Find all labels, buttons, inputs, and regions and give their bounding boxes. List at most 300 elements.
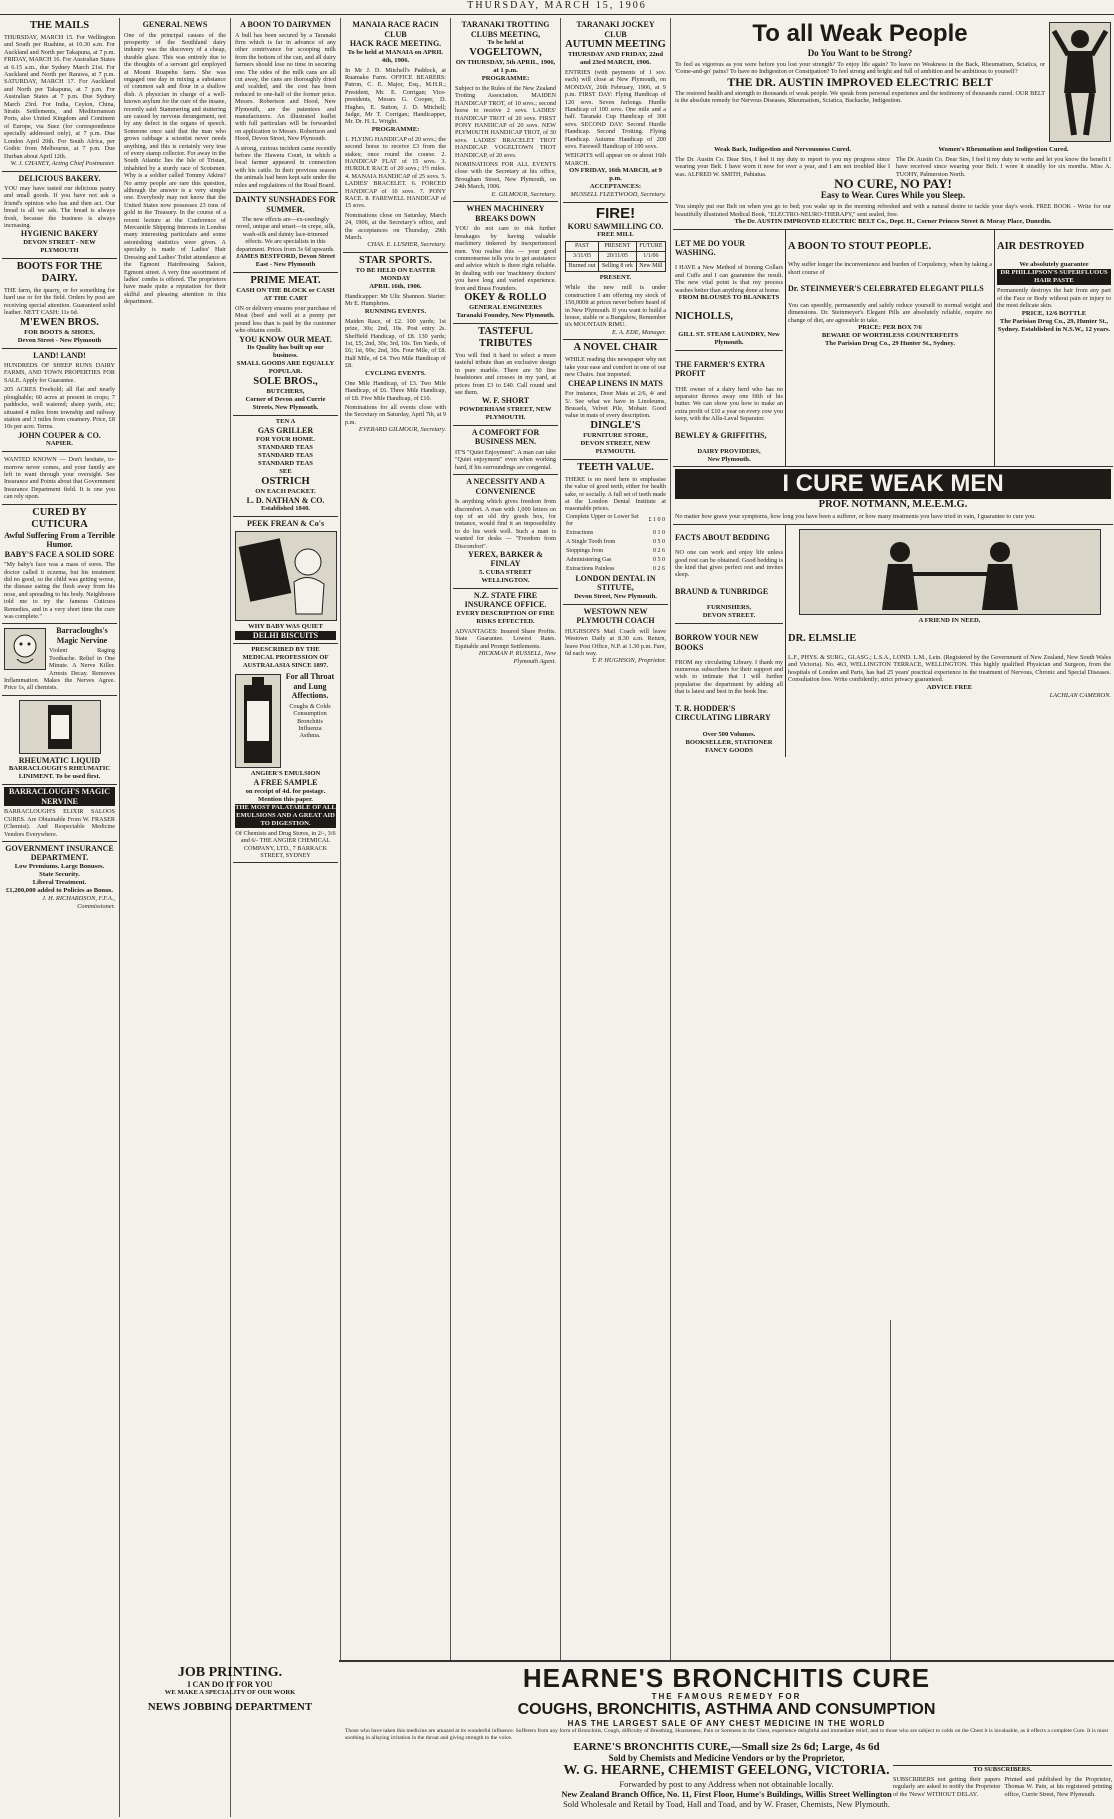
column-2 — [122, 18, 228, 1678]
sole-title: SOLE BROS., — [253, 376, 318, 388]
job-title: JOB PRINTING. — [177, 1665, 283, 1680]
table-row — [565, 556, 666, 565]
table-row — [566, 242, 666, 252]
hearne-line-3: COUGHS, BRONCHITIS, ASTHMA AND CONSUMPTION — [517, 1701, 936, 1718]
cuticura-body: "My baby's face was a mass of sores. The doctor called it eczema, but his treatment did no good, so the child was getting worse, the disease eating the flesh away from his nose, and spreading to his body. Neighbours told me to try the famous Cuticura Remedies, and in a very short time the cure was complete." — [4, 561, 115, 620]
table-cell: New Mill — [636, 262, 665, 272]
washing-farmer-column — [673, 230, 786, 466]
hearne-line-6: Sold by Chemists and Medicine Vendors or by the Proprietor, — [608, 1753, 845, 1764]
subs-body: SUBSCRIBERS not getting their papers regularly are asked to notify the Proprietor of the 'News' WITHOUT DELAY. — [893, 1776, 1001, 1798]
peek-caption: WHY BABY WAS QUIET — [248, 622, 323, 630]
magic-nervine-ad — [2, 785, 117, 842]
subs-foot: Printed and published by the Proprietor, Thomas W. Pain, at his registered printing office, Currie Street, New Plymouth. — [1004, 1776, 1112, 1798]
masthead: THURSDAY, MARCH 15, 1906 — [0, 0, 1114, 15]
angiers-emulsion-ad — [233, 644, 338, 863]
table-cell: PAST — [566, 242, 599, 252]
dingle-title: DINGLE'S — [590, 419, 641, 431]
hearne-fine-print: Those who have taken this medicine are amazed at its wonderful influence. Sufferers from any form of Bronchitis, Cough, difficulty of Breathing, Hoarseness, Pain or Soreness in the Chest, experience delightful and immediate relief, and to those who are subject to colds on the Chest it is invaluable, as it effects a complete Cure. It is most soothing in allaying irritation in the throat and giving strength to the voice. — [345, 1728, 1108, 1741]
mails-body: THURSDAY, MARCH 15. For Wellington and South per Ruahine, at 10.30 a.m. For Auckland and North per Takapuna, at 7 p.m. FRIDAY, MARCH 16. For Australian States at 6.15 a.m., due Sydney March 21st. For Auckland and North per Rarawa, at 7 p.m. SATURDAY, MARCH 17. For Auckland and North per Takapuna, at 7 p.m. For Australian States at 7 p.m. Due Sydney March 23rd. For India, Ceylon, China, Straits Settlements, and Mediterranean Ports, also United Kingdom and Continent of Europe, via Suez (for correspondence specially addressed only), at 7 p.m. Due London April 20th. For South Africa, per Gothic from Melbourne, at 7 p.m. Due Durban about April 12th. — [4, 34, 115, 160]
land-205-acres: 205 ACRES Freehold; all flat and nearly ploughable; 60 acres at present in crops; 7 paddocks, well watered; sheep yards, etc; situated 4 miles from township and railway station and 3 miles from creamery. Price, £8 10s per acre. Terms. — [4, 386, 115, 431]
wash-address: GILL ST. STEAM LAUNDRY, New Plymouth. — [678, 331, 780, 347]
hearne-line-5: EARNE'S BRONCHITIS CURE,—Small size 2s 6d; Large, 4s 6d — [573, 1741, 880, 1754]
machinery-ad — [453, 202, 558, 324]
nz-title: N.Z. STATE FIRE INSURANCE OFFICE. — [464, 590, 547, 610]
boots-ad — [2, 259, 117, 349]
sole-sub: BUTCHERS, — [266, 388, 305, 396]
fire-body: While the new mill is under construction I am offering my stock of 150,000ft at prices never before heard of in New Plymouth. If you want to build a house, stable or a Bungalow, Remember it's MOUNTAIN RIMU. — [565, 284, 666, 329]
bedding-books-column — [673, 525, 786, 757]
mats-title: CHEAP LINENS IN MATS — [568, 378, 663, 388]
necessity-ad — [453, 475, 558, 589]
angier-item: Asthma. — [299, 732, 321, 740]
bakery-title: DELICIOUS BAKERY. — [18, 173, 101, 183]
testimonial-right: The Dr. Austin Co. Dear Sirs, I feel it my duty to write and let you know the benefit I have received since wearing your Belt. I wore it steadily for six months. Miss A. TUOHY, Palmerston North. — [896, 156, 1111, 178]
standard-teas-2: STANDARD TEAS — [258, 451, 313, 459]
angier-foot-2: Of Chemists and Drug Stores, in 2/-, 3/6 and 6/- THE ANGIER CHEMICAL COMPANY, LTD., 7 BARRACK STREET, SYDNEY — [235, 829, 336, 859]
ostrich-signature: L. D. NATHAN & CO. — [246, 495, 325, 505]
fire-sawmill-ad — [563, 203, 668, 341]
manaia-title: MANAIA RACE RACIN CLUB — [352, 20, 439, 39]
table-cell: Administering Gas — [566, 556, 612, 563]
peek-frean-ad — [233, 517, 338, 644]
mails-notice — [2, 18, 117, 172]
govt-line-1: Low Premiums. Large Bonuses. — [14, 862, 105, 870]
wash-body: I HAVE a New Method of Ironing Collars and Cuffs and I can guarantee the result. The new vital point is that my process washes better than anything done at home. — [675, 264, 783, 294]
barr-title: Barracloughs's Magic Nervine — [56, 626, 108, 645]
cuticura-ad — [2, 505, 117, 625]
trib-signature: W. F. SHORT — [481, 396, 530, 406]
delhi-biscuits: DELHI BISCUITS — [235, 631, 336, 641]
govt-signature: J. H. RICHARDSON, F.F.A., Commissioner. — [42, 894, 115, 910]
friend-in-need-illustration — [799, 529, 1101, 615]
lower-ad-row — [673, 525, 1113, 757]
sunshades-body: The new effects are—ex-ceedingly novel, unique and smart—in crepe, silk, wash-silk and dainty lace-trimmed effects. We are specialists in this department. Prices from 3s 6d upwards. — [236, 216, 335, 253]
borrow-title: BORROW YOUR NEW BOOKS — [675, 633, 759, 652]
trot-programme: PROGRAMME: — [481, 75, 530, 82]
hearne-line-7: W. G. HEARNE, CHEMIST GEELONG, VICTORIA. — [563, 1763, 890, 1779]
dairy-title: A BOON TO DAIRYMEN — [240, 20, 331, 29]
gas-line-1: TEN A — [275, 418, 296, 426]
air-body: Permanently destroys the hair from any part of the Face or Body without pain or injury to the most delicate skin. — [997, 287, 1111, 310]
wanted-body: WANTED KNOWN — Don't hesitate, to-morrow never comes, and your family are left in want through your oversight. See Insurance and Points about that Government Insurance Department field. It is one you can rely upon. — [4, 456, 115, 501]
general-news — [122, 18, 228, 309]
dairymen-ad — [233, 18, 338, 193]
mails-signature: W. J. CHANEY, Acting Chief Postmaster. — [10, 159, 115, 167]
wash-head: FROM BLOUSES TO BLANKETS — [678, 293, 780, 301]
fire-sub: KORU SAWMILLING CO. — [567, 221, 664, 231]
star-close: Nominations for all events close with the Secretary on Saturday, April 7th, at 9 p.m. — [345, 403, 446, 426]
column-3 — [233, 18, 338, 1817]
cuticura-head2: BABY'S FACE A SOLID SORE — [4, 549, 115, 559]
teeth-title: TEETH VALUE. — [577, 461, 654, 473]
easy-to-wear: Easy to Wear. Cures While you Sleep. — [820, 190, 966, 201]
sunshades-signature: JAMES BESTFORD, Devon Street East - New Plymouth — [235, 253, 336, 269]
hearne-line-9: New Zealand Branch Office, No. 11, First Floor, Hume's Buildings, Willis Street Wellington — [561, 1789, 892, 1800]
hearne-line-4: HAS THE LARGEST SALE OF ANY CHEST MEDICINE IN THE WORLD — [567, 1719, 886, 1728]
stout-address: The Parisian Drug Co., 29 Hunter St., Sydney. — [825, 339, 955, 347]
cuticura-title: CURED BY CUTICURA — [31, 506, 88, 530]
air-price: PRICE, 12/6 BOTTLE — [1021, 309, 1087, 317]
chair-title: A NOVEL CHAIR — [573, 342, 658, 354]
table-cell: PRESENT — [599, 242, 637, 252]
table-row — [565, 565, 666, 574]
tributes-ad — [453, 324, 558, 426]
trot-body: Subject to the Rules of the New Zealand Trotting Association. MAIDEN HANDICAP TROT, of 10 sovs.; second horse to receive 2 sovs. LADIES' HANDICAP TROT of 20 sovs. FIRST PONY HANDICAP of 20 sovs. NEW PLYMOUTH HANDICAP TROT, of 30 sovs. LADIES' BRACELET TROT HANDICAP. VOGELTOWN TROT HANDICAP, of 20 sovs. — [455, 85, 556, 159]
rheumatic-liquid-ad — [2, 696, 117, 786]
air-address: The Parisian Drug Co., 29, Hunter St., Sydney. Established in N.S.W., 12 years. — [997, 317, 1111, 333]
table-cell: Extractions — [566, 529, 594, 536]
cure-title: I CURE WEAK MEN — [675, 469, 1111, 499]
table-cell: 20/11/05 — [599, 252, 637, 262]
stout-price: PRICE: PER BOX 7/6 — [858, 323, 922, 331]
jockey-title: TARANAKI JOCKEY CLUB — [576, 20, 655, 39]
table-cell: 0 5 0 — [653, 556, 665, 563]
jockey-signature: MUSSELL FLEETWOOD, Secretary. — [570, 191, 666, 199]
facts-body: NO one can work and enjoy life unless good rest can be obtained. Good bedding is the kind that gives perfect rest and invites sleep. — [675, 549, 783, 579]
bewley-address: New Plymouth. — [707, 456, 751, 464]
govt-line-4: £1,200,000 added to Policies as Bonus. — [6, 886, 113, 894]
govt-line-3: Liberal Treatment. — [32, 878, 87, 886]
hearne-line-8: Forwarded by post to any Address when not obtainable locally. — [619, 1779, 834, 1790]
star-title: STAR SPORTS. — [359, 255, 432, 267]
ostrich-see: SEE — [279, 467, 292, 475]
standard-teas-1: STANDARD TEAS — [258, 443, 313, 451]
air-title: AIR DESTROYED — [997, 240, 1085, 252]
table-cell: 3/11/05 — [566, 252, 599, 262]
trot-place: VOGELTOWN, — [469, 47, 542, 58]
column-rule — [230, 18, 231, 1817]
teeth-table — [565, 513, 666, 574]
gas-line-3: FOR YOUR HOME. — [256, 435, 315, 443]
stout-body-2: You can speedily, permanently and safely reduce yourself to normal weight and dimensions. Dr. Steinmeyer's Elegant Pills are absolutely reliable, require no change of diet, are agreeable to take. — [788, 301, 992, 324]
okey-sub: GENERAL ENGINEERS — [469, 303, 542, 311]
manaia-signature: CHAS. E. LUSHER, Secretary. — [367, 241, 446, 249]
table-row — [565, 547, 666, 556]
elmslie-title: DR. ELMSLIE — [788, 633, 857, 645]
bewley-title: BEWLEY & GRIFFITHS, — [675, 430, 767, 440]
stout-title: A BOON TO STOUT PEOPLE. — [788, 240, 932, 252]
gas-title: GAS GRILLER — [257, 426, 314, 436]
rheum-sub: BARRACLOUGH'S RHEUMATIC LINIMENT. To be used first. — [8, 765, 111, 781]
standard-teas-3: STANDARD TEAS — [258, 459, 313, 467]
hodder-title: T. R. HODDER'S CIRCULATING LIBRARY — [675, 703, 771, 723]
news-title: GENERAL NEWS — [142, 20, 208, 29]
mewen-address: Devon Street - New Plymouth — [17, 336, 102, 344]
wash-signature: NICHOLLS, — [675, 310, 734, 322]
land-signature: JOHN COUPER & CO. — [18, 430, 101, 440]
weak-intro: To feel as vigorous as you were before you lost your strength? To enjoy life again? To leave no Weakness in the Back, Rheumatism, Sciatica, or 'Come-and-go' pains? To have no Indigestion or Constipation? To feel strong and bright and full of ambition and be ambitious to yourself? — [675, 61, 1045, 76]
hodder-signature: BOOKSELLER, STATIONER FANCY GOODS — [685, 738, 773, 754]
column-7 — [673, 18, 1113, 1660]
subscribers-notice — [893, 1765, 1112, 1816]
coach-title: WESTOWN NEW PLYMOUTH COACH — [576, 606, 655, 626]
wash-title: LET ME DO YOUR WASHING. — [675, 238, 746, 258]
star-sub: TO BE HELD ON EASTER MONDAY — [355, 267, 436, 283]
farmer-body: THE owner of a dairy herd who has no separator throws away one fifth of his butter. We can show you how to make an extra profit of £10 a year on every cow you keep, with the Alfa-Laval Separator. — [675, 385, 783, 423]
manaia-races: 1. FLYING HANDICAP of 20 sovs.; the second horse to receive £3 from the stakes; once round the course. 2. HANDICAP FLAT of 15 sovs. 3. HURDLE RACE of 20 sovs.; 1½ miles. 4. MANAIA HANDICAP of 25 sovs. 5. LADIES' BRACELET. 6. FORCED HANDICAP of 10 sovs. 7. PONY RACE. 8. FAREWELL HANDICAP of 15 sovs. — [345, 135, 446, 210]
testimonial-left: The Dr. Austin Co. Dear Sirs, I feel it my duty to report to you my progress since wearing your Belt. I have worn it now for over a year, and I am not troubled like I was. ALFRED W. SMITH, Pahiatua. — [675, 156, 890, 178]
table-cell: 0 5 0 — [653, 538, 665, 545]
star-date: APRIL 16th, 1906. — [369, 283, 422, 291]
electric-belt-ad — [673, 18, 1113, 230]
nz-signature: HICKMAN P. RUSSELL, New Plymouth Agent. — [478, 650, 556, 665]
angier-item: Influenza — [298, 724, 322, 732]
peek-title: PEEK FREAN & Co's — [246, 519, 325, 529]
manaia-close: Nominations close on Saturday, March 24, 1906, at the Secretary's office, and the acceptances on Thursday, 29th March. — [345, 211, 446, 242]
table-row — [565, 513, 666, 529]
column-rule — [450, 18, 451, 1660]
friend-caption: A FRIEND IN NEED, — [918, 616, 981, 624]
angier-mention: Mention this paper. — [258, 795, 313, 803]
fire-signature: E. A. EDE, Manager. — [611, 328, 666, 336]
bakery-name: HYGIENIC BAKERY — [20, 229, 99, 239]
barr-body: Violent Raging Toothache. Relief in One Minute. A Nerve Killer. Arrests Decay. Removes Inflammation. Makes the Nerves Agree. Price 1s, all chemists. — [4, 647, 115, 692]
women-head: Women's Rheumatism and Indigestion Cured. — [938, 146, 1069, 153]
strongman-illustration — [1049, 22, 1111, 142]
angier-foot: THE MOST PALATABLE OF ALL EMULSIONS AND A GREAT AID TO DIGESTION. — [235, 803, 336, 827]
boots-body: THE farm, the quarry, or for something for hard use or for the field. Orders by post are receiving special attention. Guaranteed solid leather. NETT CASH: 11s 6d. — [4, 286, 115, 317]
bakery-address: DEVON STREET - NEW PLYMOUTH — [23, 238, 96, 254]
meat-line-2: SMALL GOODS ARE EQUALLY POPULAR. — [236, 360, 335, 376]
table-cell: Extractions Painless — [566, 565, 615, 572]
london-address: Devon Street, New Plymouth. — [574, 592, 657, 600]
job-sub: I CAN DO IT FOR YOU — [187, 1680, 273, 1689]
job-printing-ad — [122, 1665, 338, 1815]
fire-sub-2: FREE MILL — [597, 231, 634, 239]
belt-body: The restored health and strength to thousands of weak people. We speak from personal experience and the testimony of thousands cured. OUR BELT is the absolute remedy for Nervous Diseases, Rheumatism, Sciatica, Backache, Indigestion. — [675, 89, 1045, 105]
manaia-programme: PROGRAMME: — [371, 125, 420, 133]
table-cell: 0 2 6 — [653, 547, 665, 554]
belt-title: THE DR. AUSTIN IMPROVED ELECTRIC BELT — [727, 74, 993, 89]
trib-body: You will find it hard to select a more tasteful tribute than an exclusive design in pure marble. There are 50 fine headstones and crosses in my yard, at prices from £3 to £40. Call round and see them. — [455, 351, 556, 396]
weak-back-head: Weak Back, Indigestion and Nervousness Cured. — [713, 146, 852, 153]
braund-address: DEVON STREET. — [702, 612, 756, 620]
star-cycling: CYCLING EVENTS. — [365, 369, 426, 377]
meat-sub: CASH ON THE BLOCK or CASH AT THE CART — [236, 287, 335, 303]
cure-body: No matter how grave your symptoms, how long you have been a sufferer, or how many treatments you have tried in vain, I guarantee to cure you. — [675, 513, 1036, 521]
novel-chair-ad — [563, 340, 668, 459]
nz-body: EVERY DESCRIPTION OF FIRE RISKS EFFECTED. — [456, 609, 555, 625]
column-rule — [670, 18, 671, 1660]
farmer-title: THE FARMER'S EXTRA PROFIT — [675, 359, 765, 379]
news-body: One of the principal causes of the prosperity of the Southland dairy industry was the discovery of a cheap, durable glaze. This was entirely due to the thoughts of a servant girl employed at Mount Ruapehu farm. She was engaged one day in mixing a substance of common salt and flour in a shallow dish. A physician in charge of a well-known asylum for the cure of the insane, recently said: Stammering and stuttering are caused by nervous derangement, not by any defect in the organs of speech. Someone once said that the man who grows cabbage a scientist never needs anything, and this is certainly very true of every stamp collector. For away in the South Atlantic lies the Isle of Tristan, inhabited by a sturdy race of Scotsmen. Why is a soldier called Tommy Atkins? No army people are rare this question, although the answer is a very simple one. Everybody may not know that the United States now possesses 23 tons of gold in the Treasury. In the course of a recent lecture at the Conference of Mercantile Shipping Interests in London many interesting particulars and some astonishing statistics were given. A specialty is made of Ladies' Hair Dressing and Ladies' Toilet attendance at the Egmont Hairdressing Saloon, Egmont street. A very fine assortment of ladies' combs is offered. The proprietors have made quite a reputation for their skilful and pleasing attention in this department. — [124, 31, 226, 306]
angier-brand: ANGIER'S EMULSION — [250, 770, 321, 778]
star-running: RUNNING EVENTS. — [364, 307, 427, 315]
table-cell: A Single Tooth from — [566, 538, 616, 545]
star-body: Maiden Race, of £2. 100 yards; 1st prize, 30s; 2nd, 10s. Post entry 2s. Sheffield Handicap, of £8. 130 yards; 1st, £5; 2nd, 30s; 3rd, 10s. Ten Yards, of £6; 1st, 90s; 2nd, 30s. Four Mile, of £8. Half Mile, of £4. Two Mile Handicap of £8. — [345, 317, 446, 370]
easy-body: You simply put our Belt on when you go to bed; you wake up in the morning refreshed and with a natural desire to tackle your day's work. FREE BOOK - Write for our beautifully illustrated Medical Book, "ELECTRO-NEURO-THERAPY," sent sealed, free. — [675, 203, 1111, 218]
jockey-club-ad — [563, 18, 668, 203]
baby-biscuit-illustration — [235, 531, 337, 621]
stout-beware: BEWARE OF WORTHLESS COUNTERFEITS — [821, 331, 959, 339]
hair-destroyed-ad — [995, 230, 1113, 466]
sunshades-title: DAINTY SUNSHADES FOR SUMMER. — [235, 195, 336, 214]
jockey-accept: ON FRIDAY, 16th MARCH, at 9 p.m. — [569, 167, 662, 183]
table-cell: Complete Upper or Lower Set for — [566, 513, 639, 527]
angier-item: Bronchitis — [297, 717, 323, 725]
mewen-title: M'EWEN BROS. — [20, 316, 99, 328]
angier-free: A FREE SAMPLE — [253, 778, 318, 788]
sole-address: Corner of Devon and Currie Streets, New Plymouth. — [245, 396, 326, 412]
fire-table — [565, 241, 666, 272]
no-cure-no-pay: NO CURE, NO PAY! — [834, 176, 952, 192]
barracloughs-nervine-ad — [2, 624, 117, 695]
meat-title: PRIME MEAT. — [250, 275, 321, 287]
jockey-acceptances: ACCEPTANCES: — [589, 183, 642, 191]
meat-head: YOU KNOW OUR MEAT. — [239, 334, 332, 344]
angier-item: Consumption — [293, 710, 327, 718]
cure-prof: PROF. NOTMANN, M.E.E.M.G. — [818, 499, 968, 511]
wanted-known-notice — [2, 452, 117, 504]
neces-body: Is anything which gives freedom from discomfort. A man with 1,000 letters on top of an old dry goods box, for instance, would find it an impossibility to do his work well. Such a man is wanted for desks — "Freedom from Discomfort". — [455, 498, 556, 550]
coach-signature: T. P. HUGHSON, Proprietor. — [591, 657, 666, 665]
neces-title: A NECESSITY AND A CONVENIENCE — [466, 477, 545, 496]
column-rule — [340, 18, 341, 1660]
london-title: LONDON DENTAL IN STITUTE, — [575, 573, 656, 593]
table-row — [566, 262, 666, 272]
trot-date: ON THURSDAY, 5th APRIL, 1906, — [455, 59, 556, 66]
dairy-note: A strong, curious incident came recently before the Hawera Court, in which a local farmer appeared in connection with his cattle. In their previous season the animals had been kept safe under the rules and regulations of the Road Board. — [235, 144, 336, 189]
hearne-line-10: Sold Wholesale and Retail by Toad, Hall and Toad, and by W. Fraser, Chemists, New Plymouth. — [563, 1799, 890, 1810]
meat-body: ON or delivery ensures your purchase of Meat (beef and well at a penny per pound less than is paid by the customer who obtains credit. — [235, 305, 336, 335]
fire-present: PRESENT. — [599, 274, 632, 282]
teeth-ad — [563, 460, 668, 605]
star-sports-ad — [343, 253, 448, 437]
dingle-address: DEVON STREET, NEW PLYMOUTH. — [580, 439, 651, 455]
jockey-body: ENTRIES (with payments of 1 sov. each) will close at New Plymouth, on MONDAY, 26th February, 1906, at 9 p.m. FIRST DAY: Flying Handicap of 120 sovs. Seven furlongs. Hurdle Handicap of 100 sovs. One mile and a half. Taranaki Cup Handicap of 300 sovs. SECOND DAY: Second Hurdle Handicap. Second Trotting. Flying Handicap. Autumn Handicap of 200 sovs. Farewell Handicap of 100 sovs. — [565, 69, 666, 151]
borrow-body: FROM my circulating Library. I thank my numerous subscribers for their support and wish to intimate that I will further popularise the department by adding all that is latest and best in the book line. — [675, 658, 783, 696]
star-cycling-body: One Mile Handicap, of £3. Two Mile Handicap, of £6. Three Mile Handicap, of £8. Five Mile Handicap, of £10. — [345, 379, 446, 402]
cuticura-sub: Awful Suffering From a Terrible Humor. — [4, 530, 115, 550]
stout-body: Why suffer longer the inconvenience and burden of Corpulency, when by taking a short course of — [788, 261, 992, 276]
nz-advantages: ADVANTAGES: Insured Share Profits. State Guarantee. Lowest Rates. Equitable and Prompt Settlements. — [455, 627, 556, 650]
table-cell: 0 1 0 — [653, 529, 665, 536]
manaia-head: HACK RACE MEETING. — [349, 39, 442, 48]
angier-free-sub: on receipt of 4d. for postage. — [245, 787, 326, 795]
column-rule — [119, 18, 120, 1817]
coach-ad — [563, 605, 668, 668]
trib-title: TASTEFUL TRIBUTES — [478, 325, 533, 349]
yerex-sub: 5. CUBA STREET WELLINGTON. — [479, 568, 532, 584]
dairy-body: A bull has been secured by a Taranaki firm which is far in advance of any other contrivance for scooping milk from the bottom of the can, and all dairy farmers should lose no time in securing one. The sides of the milk cans are all cut away, the cans are thoroughly dried and scalded, and the cost has been reduced to one-half of the former price. Messrs. Robertson and Hood, New Plymouth, are the patentees and manufacturers. An illustrated leaflet with full particulars will be forwarded on application to Messrs. Robertson and Hood, Devon Street, New Plymouth. — [235, 31, 336, 143]
angier-head: PRESCRIBED BY THE MEDICAL PROFESSION OF AUSTRALASIA SINCE 1897. — [242, 646, 329, 670]
angier-for: For all Throat and Lung Affections. — [285, 672, 335, 701]
yerex-title: YEREX, BARKER & FINLAY — [468, 549, 543, 569]
okey-address: Taranaki Foundry, New Plymouth. — [456, 311, 555, 319]
comfort-ad — [453, 426, 558, 475]
air-sub: We absolutely guarantee — [1019, 261, 1089, 269]
table-row — [566, 252, 666, 262]
manaia-body: In Mr J. D. Mitchell's Paddock, at Ruamaku Farm. OFFICE BEARERS: Patron, C. E. Major, Esq., M.H.R.; President, Mr. E. Corrigan; Vice-presidents, Messrs G. Cooper, D. Hughes, E. Sutton, J. D. Mitchell; Judge, Mr T. Corrigan; Handicapper, Mr. Dr. H. L. Wright. — [345, 66, 446, 126]
fire-title: FIRE! — [595, 204, 636, 222]
meat-line-1: Its Quality has built up our business. — [247, 344, 324, 360]
bakery-ad — [2, 172, 117, 259]
govt-line-2: State Security. — [39, 870, 80, 878]
stout-people-ad — [786, 230, 995, 466]
column-6 — [563, 18, 668, 1660]
column-1 — [2, 18, 117, 1817]
stout-brand: Dr. STEINMEYER'S CELEBRATED ELEGANT PILLS — [788, 284, 984, 294]
okey-title: OKEY & ROLLO — [464, 291, 547, 303]
boots-title: BOOTS FOR THE DAIRY. — [16, 260, 103, 284]
hearne-line-2: THE FAMOUS REMEDY FOR — [651, 1692, 802, 1701]
braund-sub: FURNISHERS, — [706, 604, 752, 612]
bakery-body: YOU may have tasted our delicious pastry and small goods. If you have not ask a friend's opinion who has and then act. Our bread is all we ask. The bread is always fresh, because the business is always increasing. — [4, 185, 115, 230]
subs-title: TO SUBSCRIBERS. — [973, 1766, 1032, 1773]
bewley-sub: DAIRY PROVIDERS, — [697, 448, 761, 456]
hodder-sub: Over 500 Volumes. — [702, 730, 756, 738]
chair-body: WHILE reading this newspaper why not take your ease and comfort in one of our new Chairs. Just imported. — [565, 356, 666, 379]
comfort-body: IT'S "Quiet Enjoyment". A man can take "Quiet enjoyment" even when working hard, if his surroundings are congenial. — [455, 448, 556, 471]
mach-body: YOU do not care to risk further breakages by having valuable machinery tinkered by inexperienced men. You realise this — your good commonsense tells you to get assistance and advice which is there right reliable. In dealing with our 'machinery doctors' you have long and varied experience. Iron and Brass Founders. — [455, 225, 556, 292]
sunshades-ad — [233, 193, 338, 273]
land-title: LAND! LAND! — [33, 350, 86, 360]
weak-title: To all Weak People — [752, 20, 968, 47]
elmslie-signature: LACHLAN CAMERON. — [1049, 691, 1111, 699]
dingle-sub: FURNITURE STORE, — [583, 431, 648, 439]
table-cell: Stoppings from — [566, 547, 604, 554]
land-ad — [2, 349, 117, 453]
table-cell: 0 2 6 — [653, 565, 665, 572]
table-cell: Selling 8 ork — [599, 262, 637, 272]
trot-signature: E. GILMOUR, Secretary. — [491, 190, 556, 198]
trot-sub: To be held at — [487, 39, 524, 46]
job-sub-2: WE MAKE A SPECIALITY OF OUR WORK — [164, 1689, 296, 1696]
mewen-sub: FOR BOOTS & SHOES, — [24, 328, 95, 336]
dr-elmslie-ad — [786, 525, 1113, 757]
ostrich-sub: ON EACH PACKET. — [255, 487, 316, 495]
table-cell: 1/1/06 — [636, 252, 665, 262]
nz-fire-insurance-ad — [453, 589, 558, 668]
government-insurance-ad — [2, 842, 117, 913]
star-judges: Handicapper: Mr Ulic Shannon. Starter: Mr E. Humphries. — [345, 293, 446, 308]
teeth-body: THERE is no need here to emphasise the value of good teeth, either for health sake, or socially. A full set of teeth made at the London Dental Institute at reasonable prices. — [565, 475, 666, 513]
magic-body: BARRACLOUGH'S ELIXIR SALOOS CURES. Are Obtainable From W. FRASER (Chemist). And Respectable Medicine Vendors Everywhere. — [4, 808, 115, 838]
toothache-face-illustration — [4, 628, 46, 670]
magic-title: BARRACLOUGH'S MAGIC NERVINE — [4, 787, 115, 806]
table-cell: FUTURE — [636, 242, 665, 252]
table-cell: Burned out — [566, 262, 599, 272]
braund-title: BRAUND & TUNBRIDGE — [675, 586, 769, 596]
elmslie-free: ADVICE FREE — [926, 683, 973, 691]
comfort-title: A COMFORT FOR BUSINESS MEN. — [471, 427, 540, 447]
gas-griller-ad — [233, 416, 338, 517]
govt-title: GOVERNMENT INSURANCE DEPARTMENT. — [5, 843, 114, 863]
elmslie-body: L.F., PHYS. & SURG., GLASG.; L.S.A., LOND. L.M., Lein. (Registered by the Government of New Zealand, New South Wales and Victoria). No. 463, WELLINGTON TERRACE, WELLINGTON. This highly qualified Physician and Surgeon, from the hospitals of London and Paris, has had 25 years' practical experience in the treatment of Nervous, Chronic and Special Diseases. Consultation free. Write confidently; strict privacy guaranteed. — [788, 653, 1111, 684]
rheumatic-bottle-illustration — [19, 700, 101, 754]
manaia-sub: To be held at MANAIA on APRIL 4th, 1906. — [347, 48, 444, 64]
coach-body: HUGHSON'S Mail Coach will leave Westown Daily at 8.30 a.m. Return, leave Post Office, N.P. at 1.30 p.m. Fare, 6d each way. — [565, 627, 666, 657]
jockey-dates: THURSDAY AND FRIDAY, 22nd and 23rd MARCH, 1906. — [567, 51, 664, 66]
table-cell: £ 1 0 0 — [648, 517, 665, 524]
rheum-title: RHEUMATIC LIQUID — [18, 755, 101, 765]
star-signature: EVERARD GILMOUR, Secretary. — [358, 426, 446, 434]
trot-time: at 1 p.m. — [493, 67, 518, 74]
middle-ad-row — [673, 230, 1113, 467]
facts-title: FACTS ABOUT BEDDING — [675, 533, 770, 543]
weak-question: Do You Want to be Strong? — [807, 48, 913, 58]
column-4 — [343, 18, 448, 1660]
ostrich-established: Established 1840. — [260, 505, 311, 513]
emulsion-bottle-illustration — [235, 674, 281, 768]
table-row — [565, 538, 666, 547]
angier-list — [284, 703, 336, 740]
trotting-club-ad — [453, 18, 558, 202]
manaia-race-ad — [343, 18, 448, 253]
column-rule — [560, 18, 561, 1660]
prime-meat-ad — [233, 273, 338, 416]
land-body: HUNDREDS OF SHEEP RUNS DAIRY FARMS, AND TOWN PROPERTIES FOR SALE. Apply for Guarantee. — [4, 362, 115, 384]
